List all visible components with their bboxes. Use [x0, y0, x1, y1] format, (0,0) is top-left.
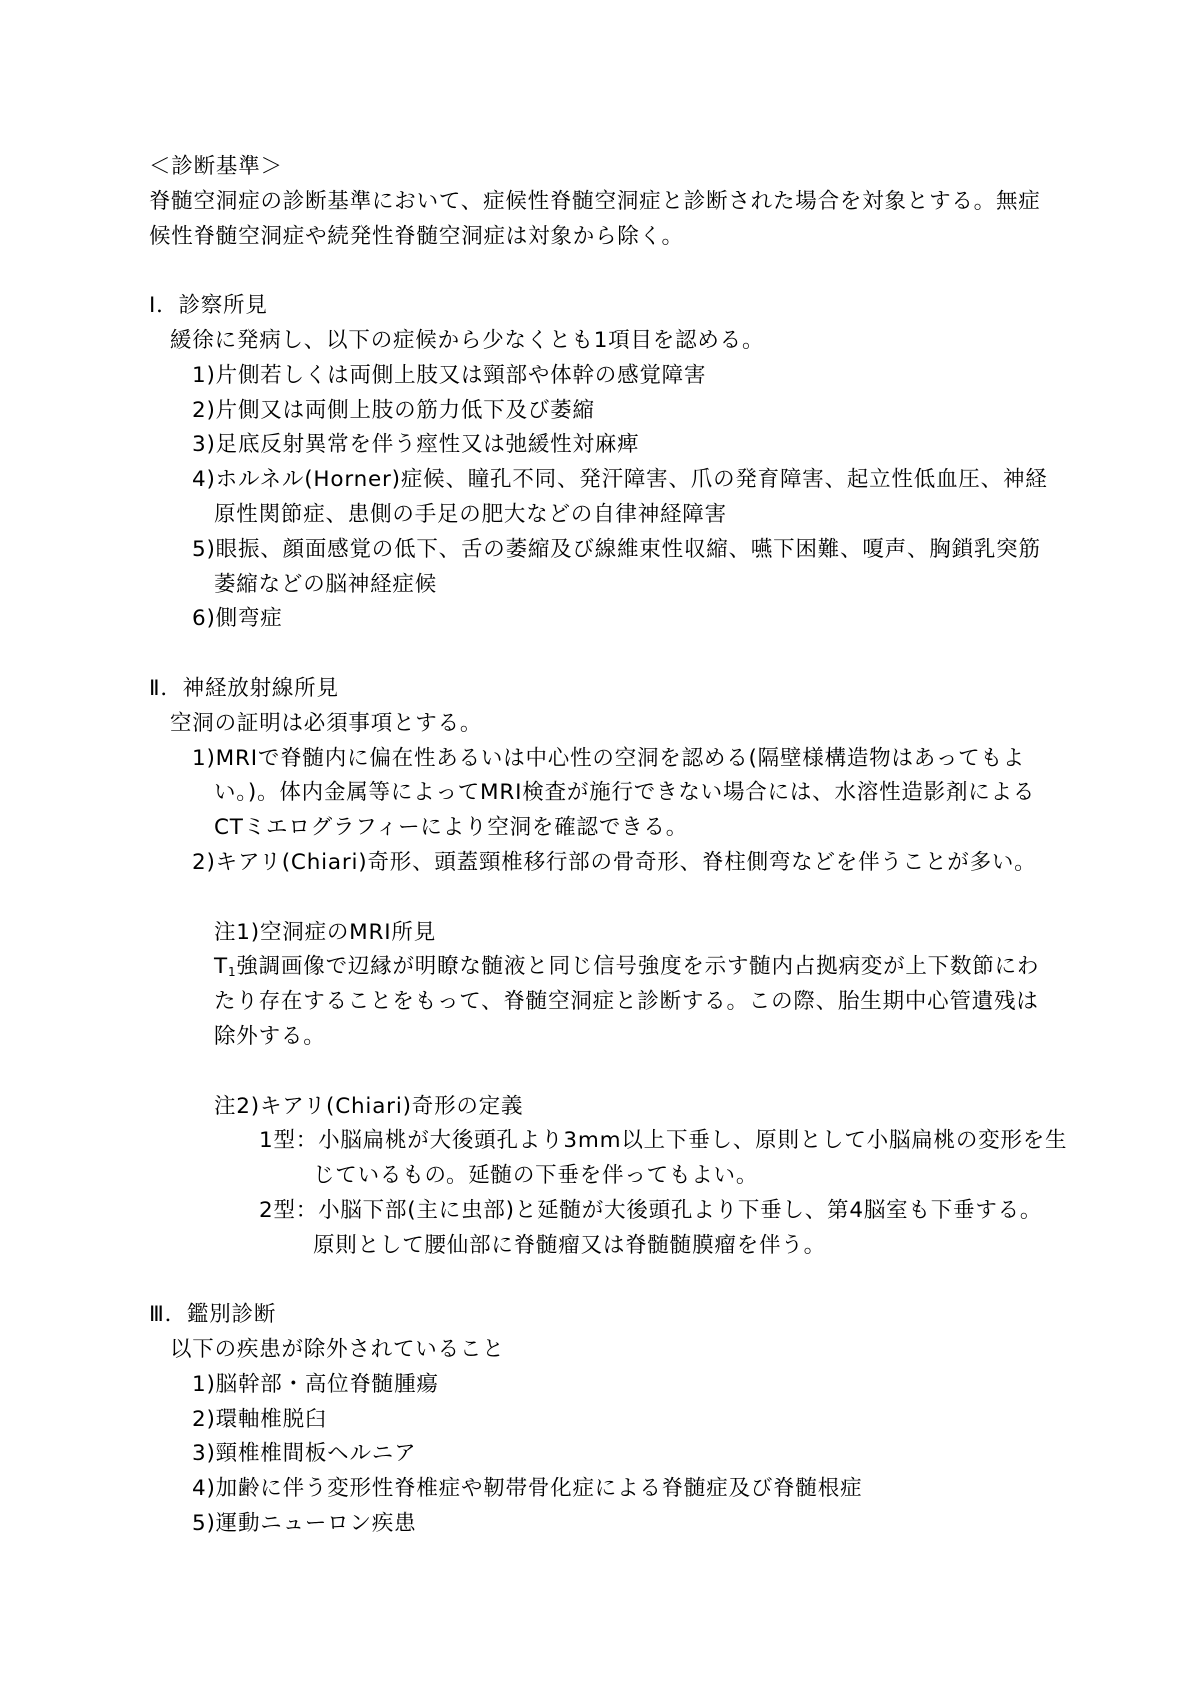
note-line-continuation: 原則として腰仙部に脊髄瘤又は脊髄髄膜瘤を伴う。 — [313, 1232, 826, 1258]
note-line: 2型：小脳下部(主に虫部)と延髄が大後頭孔より下垂し、第4脳室も下垂する。 — [259, 1197, 1043, 1223]
list-item: 2)環軸椎脱臼 — [192, 1406, 328, 1432]
intro-line: 候性脊髄空洞症や続発性脊髄空洞症は対象から除く。 — [149, 223, 684, 249]
note-line-continuation: じているもの。延髄の下垂を伴ってもよい。 — [313, 1163, 759, 1189]
list-item: 6)側弯症 — [192, 606, 283, 632]
list-item: 1)MRIで脊髄内に偏在性あるいは中心性の空洞を認める(隔壁様構造物はあってもよ — [192, 745, 1026, 771]
t1-subscript: 1 — [227, 965, 237, 980]
blank-line — [0, 254, 1181, 289]
blank-line — [0, 1055, 1181, 1090]
note-title: 注2)キアリ(Chiari)奇形の定義 — [214, 1093, 524, 1119]
list-item-continuation: 原性関節症、患側の手足の肥大などの自律神経障害 — [214, 501, 727, 527]
list-item: 1)脳幹部・高位脊髄腫瘍 — [192, 1371, 439, 1397]
document-page — [0, 150, 1181, 1542]
blank-line — [0, 1264, 1181, 1299]
section-title: Ⅱ．神経放射線所見 — [149, 675, 339, 701]
intro-line: 脊髄空洞症の診断基準において、症候性脊髄空洞症と診断された場合を対象とする。無症 — [149, 188, 1041, 214]
list-item-continuation: い。)。体内金属等によってMRI検査が施行できない場合には、水溶性造影剤による — [214, 780, 1036, 806]
section-lead: 緩徐に発病し、以下の症候から少なくとも1項目を認める。 — [170, 327, 765, 353]
section-title: Ⅲ．鑑別診断 — [149, 1302, 277, 1328]
list-item: 2)キアリ(Chiari)奇形、頭蓋頸椎移行部の骨奇形、脊柱側弯などを伴うことが多い。 — [192, 849, 1037, 875]
blank-line — [0, 881, 1181, 916]
note-line: たり存在することをもって、脊髄空洞症と診断する。この際、胎生期中心管遺残は — [214, 989, 1039, 1015]
section-title: Ⅰ．診察所見 — [149, 293, 268, 319]
note-line: 1型：小脳扁桃が大後頭孔より3mm以上下垂し、原則として小脳扁桃の変形を生 — [259, 1128, 1068, 1154]
t1-prefix: T — [214, 954, 228, 980]
list-item: 5)眼振、顔面感覚の低下、舌の萎縮及び線維束性収縮、嚥下困難、嗄声、胸鎖乳突筋 — [192, 536, 1041, 562]
note-line — [0, 950, 1181, 985]
list-item: 4)加齢に伴う変形性脊椎症や靭帯骨化症による脊髄症及び脊髄根症 — [192, 1476, 863, 1502]
list-item-continuation: CTミエログラフィーにより空洞を確認できる。 — [214, 815, 689, 841]
list-item: 4)ホルネル(Horner)症候、瞳孔不同、発汗障害、爪の発育障害、起立性低血圧、神経 — [192, 467, 1048, 493]
note-title: 注1)空洞症のMRI所見 — [214, 919, 436, 945]
list-item: 2)片側又は両側上肢の筋力低下及び萎縮 — [192, 397, 595, 423]
note-line: 除外する。 — [214, 1023, 326, 1049]
section-lead: 空洞の証明は必須事項とする。 — [170, 710, 483, 736]
list-item: 3)頸椎椎間板ヘルニア — [192, 1441, 417, 1467]
note-text: 強調画像で辺縁が明瞭な髄液と同じ信号強度を示す髄内占拠病変が上下数節にわ — [236, 954, 1040, 980]
section-lead: 以下の疾患が除外されていること — [170, 1337, 505, 1363]
blank-line — [0, 637, 1181, 672]
list-item: 5)運動ニューロン疾患 — [192, 1511, 417, 1537]
list-item: 3)足底反射異常を伴う痙性又は弛緩性対麻痺 — [192, 432, 640, 458]
list-item: 1)片側若しくは両側上肢又は頸部や体幹の感覚障害 — [192, 362, 707, 388]
list-item-continuation: 萎縮などの脳神経症候 — [214, 571, 438, 597]
criteria-heading: ＜診断基準＞ — [149, 154, 283, 179]
